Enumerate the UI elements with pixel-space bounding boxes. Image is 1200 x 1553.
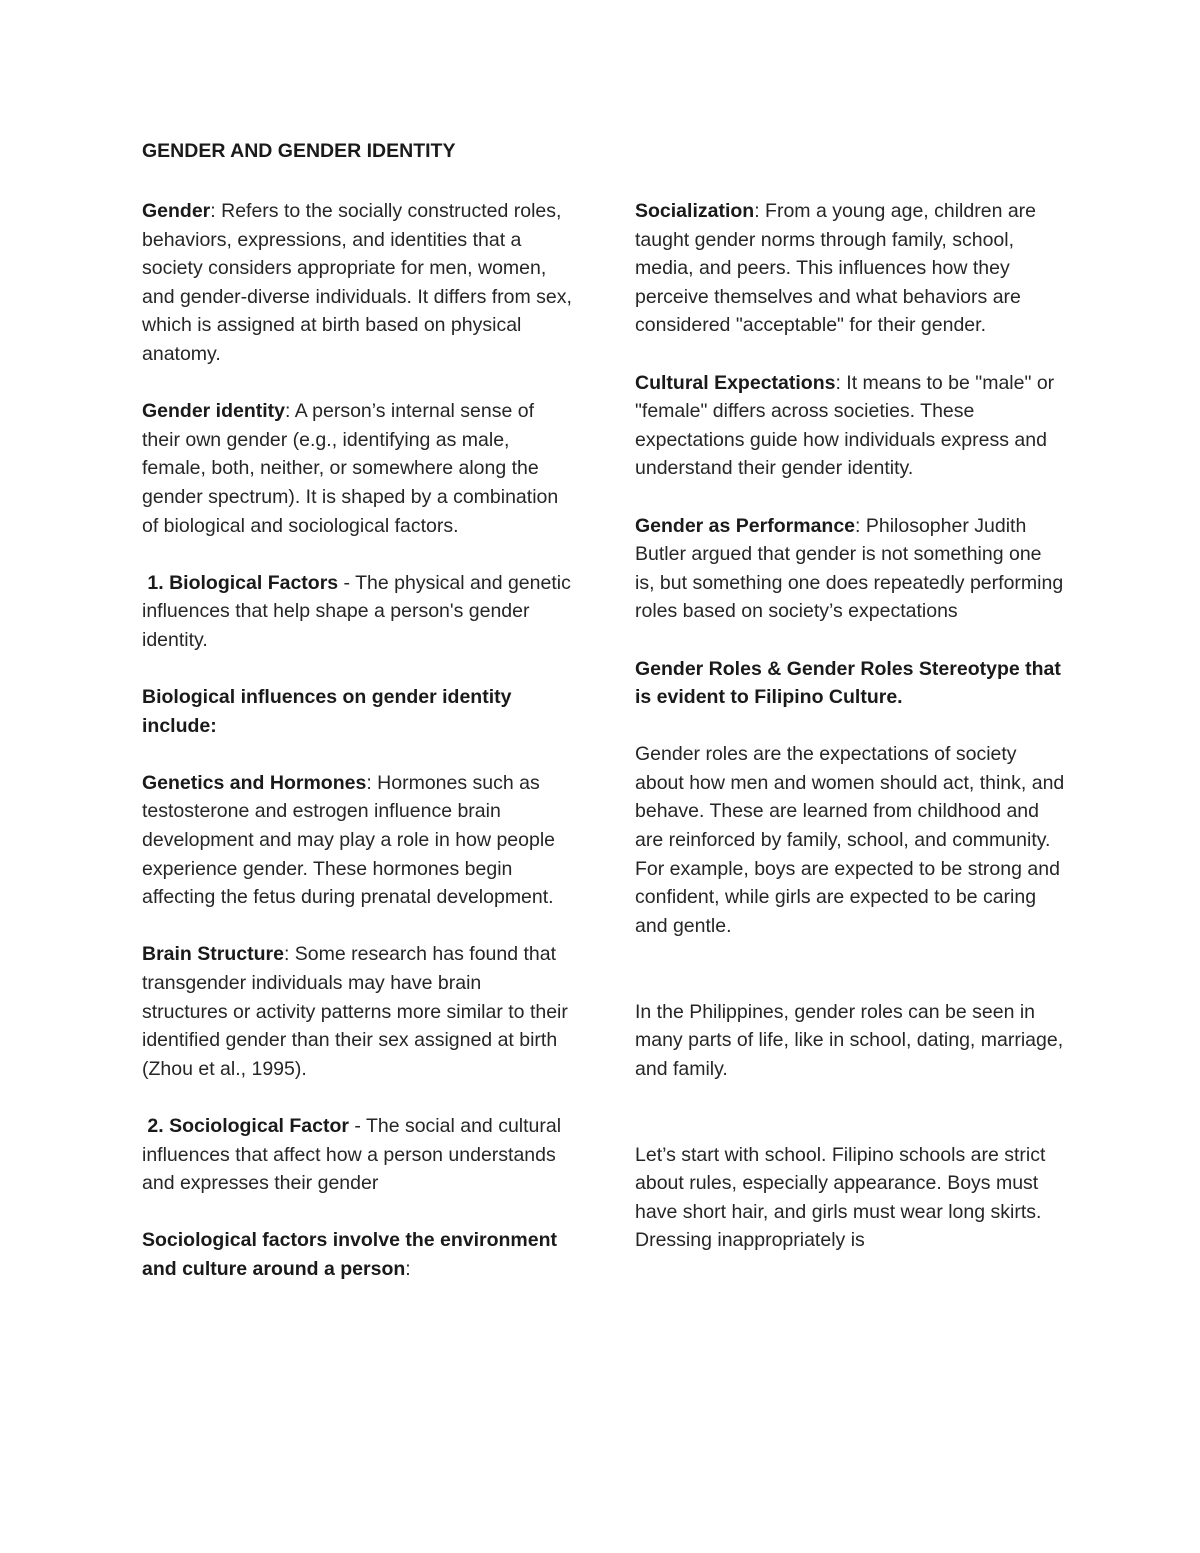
gender-performance-paragraph [635, 512, 1065, 626]
gender-term: Gender [142, 200, 211, 222]
brain-structure-paragraph [142, 940, 572, 1083]
biological-factors-paragraph [142, 569, 572, 655]
left-column [142, 197, 572, 1312]
biological-factors-term: 1. Biological Factors [142, 571, 339, 594]
brain-structure-term: Brain Structure [142, 943, 284, 966]
socialization-paragraph [635, 197, 1065, 340]
gender-roles-paragraph: Gender roles are the expectations of society about how men and women should act, think, and behave. These are learned from childhood and are reinforced by family, school, and community. For example, boys are expected to be strong and confident, while girls are expected to be caring and gentle. [635, 743, 1065, 937]
gender-identity-definition [142, 397, 572, 540]
socialization-term: Socialization [635, 200, 755, 222]
sociological-factors-heading-term: Sociological factors involve the environment and culture around a person [142, 1229, 558, 1280]
biological-factors-text: - The physical and genetic influences that help shape a person's gender identity. [142, 571, 571, 651]
sociological-factor-term: 2. Sociological Factor [142, 1115, 349, 1137]
right-column [635, 197, 1065, 1284]
sociological-factors-heading-colon: : [405, 1257, 411, 1280]
cultural-expectations-paragraph [635, 369, 1065, 483]
cultural-expectations-term: Cultural Expectations [635, 371, 836, 394]
genetics-hormones-text: : Hormones such as testosterone and estrogen influence brain development and may play a role in how people experience gender. These hormones begin affecting the fetus during prenatal development. [142, 771, 556, 909]
gender-identity-text: : A person’s internal sense of their own gender (e.g., identifying as male, female, both, neither, or somewhere along the gender spectrum). It is shaped by a combination of biological and sociological factors. [142, 400, 559, 537]
brain-structure-text: : Some research has found that transgender individuals may have brain structures or activity patterns more similar to their identified gender than their sex assigned at birth (Zhou et al., 1995). [142, 943, 568, 1080]
socialization-text: : From a young age, children are taught gender norms through family, school, media, and peers. This influences how they perceive themselves and what behaviors are considered "acceptable" for their gender. [635, 200, 1037, 337]
gender-roles-heading: Gender Roles & Gender Roles Stereotype that is evident to Filipino Culture. [635, 657, 1061, 709]
page-title: GENDER AND GENDER IDENTITY [142, 140, 456, 162]
gender-definition [142, 197, 572, 369]
sociological-factors-heading [142, 1226, 572, 1283]
gender-performance-term: Gender as Performance [635, 514, 856, 537]
sociological-factor-text: - The social and cultural influences that affect how a person understands and expresses their gender [142, 1115, 562, 1195]
philippines-paragraph: In the Philippines, gender roles can be seen in many parts of life, like in school, dating, marriage, and family. [635, 1000, 1064, 1080]
cultural-expectations-text: : It means to be "male" or "female" differs across societies. These expectations guide how individuals express and understand their gender identity. [635, 371, 1055, 480]
genetics-hormones-term: Genetics and Hormones [142, 771, 367, 794]
gender-performance-text: : Philosopher Judith Butler argued that gender is not something one is, but something one does repeatedly performing roles based on society’s expectations [635, 514, 1064, 623]
biological-influences-heading: Biological influences on gender identity include: [142, 686, 512, 737]
gender-text: : Refers to the socially constructed roles, behaviors, expressions, and identities that a society considers appropriate for men, women, and gender-diverse individuals. It differs from sex, which is assigned at birth based on physical anatomy. [142, 200, 572, 365]
genetics-hormones-paragraph [142, 769, 572, 912]
sociological-factor-paragraph [142, 1112, 572, 1198]
school-paragraph: Let’s start with school. Filipino schools are strict about rules, especially appearance. Boys must have short hair, and girls must wear long skirts. Dressing inappropriately is [635, 1143, 1046, 1252]
gender-identity-term: Gender identity [142, 400, 286, 423]
